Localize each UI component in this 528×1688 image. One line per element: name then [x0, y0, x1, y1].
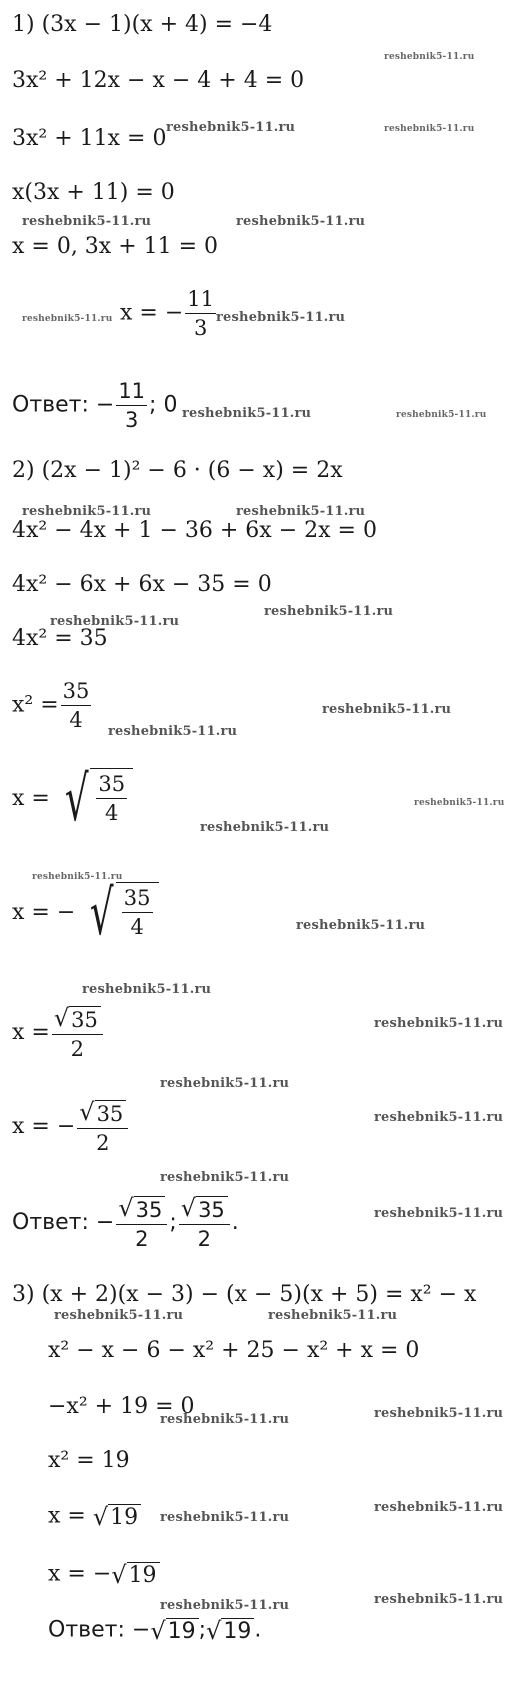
watermark: reshebnik5-11.ru	[160, 1170, 290, 1185]
watermark: reshebnik5-11.ru	[264, 604, 394, 619]
p2-answer: Ответ: − $\frac{√35}{2}$ ; $\frac{√35}{2}$ .	[12, 1194, 239, 1252]
watermark: reshebnik5-11.ru	[374, 1206, 504, 1221]
watermark: reshebnik5-11.ru	[374, 1592, 504, 1607]
p1-step1: 3x² + 12x − x − 4 + 4 = 0	[12, 68, 305, 93]
watermark: reshebnik5-11.ru	[236, 214, 366, 229]
p1-step3: x(3x + 11) = 0	[12, 180, 175, 205]
p1-step4: x = 0, 3x + 11 = 0	[12, 234, 219, 259]
watermark: reshebnik5-11.ru	[414, 798, 505, 808]
watermark: reshebnik5-11.ru	[374, 1016, 504, 1031]
watermark: reshebnik5-11.ru	[54, 1308, 184, 1323]
watermark: reshebnik5-11.ru	[384, 124, 475, 134]
p3-step5: x = −√19	[48, 1562, 160, 1587]
watermark: reshebnik5-11.ru	[160, 1412, 290, 1427]
p3-step2: −x² + 19 = 0	[48, 1394, 195, 1419]
watermark: reshebnik5-11.ru	[384, 52, 475, 62]
watermark: reshebnik5-11.ru	[166, 120, 296, 135]
p2-step4: x² = $\frac{35}{4}$	[12, 679, 90, 733]
p1-step5: x = − $\frac{11}{3}$	[120, 287, 214, 341]
watermark: reshebnik5-11.ru	[32, 872, 123, 882]
watermark: reshebnik5-11.ru	[22, 504, 152, 519]
watermark: reshebnik5-11.ru	[374, 1110, 504, 1125]
p3-step4: x = √19	[48, 1504, 141, 1529]
p2-step6: x = − √ $\frac{35}{4}$	[12, 882, 159, 944]
p2-step8: x = − $\frac{√35}{2}$	[12, 1100, 130, 1154]
watermark: reshebnik5-11.ru	[396, 410, 487, 420]
p2-step1: 4x² − 4x + 1 − 36 + 6x − 2x = 0	[12, 518, 377, 543]
watermark: reshebnik5-11.ru	[268, 1308, 398, 1323]
watermark: reshebnik5-11.ru	[160, 1598, 290, 1613]
watermark: reshebnik5-11.ru	[236, 504, 366, 519]
p2-step2: 4x² − 6x + 6x − 35 = 0	[12, 572, 272, 597]
watermark: reshebnik5-11.ru	[182, 406, 312, 421]
watermark: reshebnik5-11.ru	[82, 982, 212, 997]
watermark: reshebnik5-11.ru	[50, 614, 180, 629]
watermark: reshebnik5-11.ru	[200, 820, 330, 835]
p3-step1: x² − x − 6 − x² + 25 − x² + x = 0	[48, 1338, 420, 1363]
watermark: reshebnik5-11.ru	[216, 310, 346, 325]
watermark: reshebnik5-11.ru	[322, 702, 452, 717]
p3-answer: Ответ: −√19 ;√19 .	[48, 1616, 262, 1645]
p2-step7: x = $\frac{√35}{2}$	[12, 1006, 105, 1060]
watermark: reshebnik5-11.ru	[374, 1500, 504, 1515]
watermark: reshebnik5-11.ru	[160, 1076, 290, 1091]
p1-equation: 1) (3x − 1)(x + 4) = −4	[12, 12, 273, 37]
p3-equation: 3) (x + 2)(x − 3) − (x − 5)(x + 5) = x² − x	[12, 1282, 477, 1307]
p1-answer: Ответ: − $\frac{11}{3}$ ; 0	[12, 379, 178, 433]
p1-step2: 3x² + 11x = 0	[12, 126, 167, 151]
watermark: reshebnik5-11.ru	[22, 314, 113, 324]
watermark: reshebnik5-11.ru	[160, 1510, 290, 1525]
watermark: reshebnik5-11.ru	[108, 724, 238, 739]
watermark: reshebnik5-11.ru	[22, 214, 152, 229]
p3-step3: x² = 19	[48, 1448, 130, 1473]
watermark: reshebnik5-11.ru	[374, 1406, 504, 1421]
p2-step3: 4x² = 35	[12, 626, 108, 651]
p1-fraction: $\frac{11}{3}$	[187, 287, 214, 341]
p2-step5: x = √ $\frac{35}{4}$	[12, 768, 133, 830]
p2-equation: 2) (2x − 1)² − 6 · (6 − x) = 2x	[12, 458, 343, 483]
watermark: reshebnik5-11.ru	[296, 918, 426, 933]
